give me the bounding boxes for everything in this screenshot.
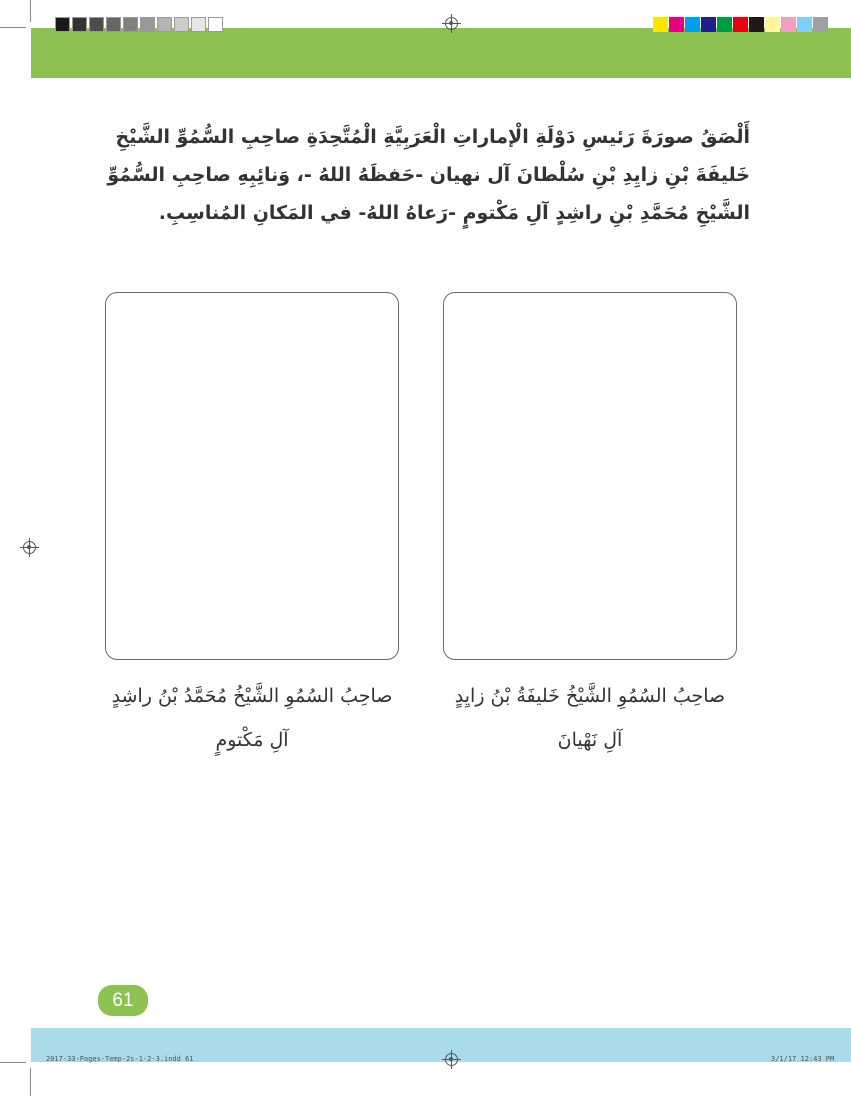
crop-mark — [0, 1062, 26, 1063]
color-swatch — [701, 17, 716, 32]
caption-khalifa — [430, 674, 750, 762]
crop-mark — [30, 1068, 31, 1096]
registration-mark-icon — [445, 17, 458, 30]
registration-mark-icon — [23, 541, 36, 554]
color-swatch — [797, 17, 812, 32]
caption-line: آلِ نَهْيانَ — [557, 729, 623, 751]
color-swatch — [749, 17, 764, 32]
color-calibration-strip — [653, 17, 829, 32]
crop-mark — [0, 27, 26, 28]
page-number: 61 — [98, 985, 148, 1016]
gray-swatch — [140, 17, 155, 32]
color-swatch — [653, 17, 668, 32]
grayscale-calibration-strip — [55, 17, 225, 32]
header-band — [31, 28, 851, 78]
caption-line: آلِ مَكْتومٍ — [215, 729, 289, 751]
photo-placeholder-khalifa[interactable] — [443, 292, 737, 660]
gray-swatch — [123, 17, 138, 32]
color-swatch — [717, 17, 732, 32]
gray-swatch — [208, 17, 223, 32]
gray-swatch — [106, 17, 121, 32]
gray-swatch — [89, 17, 104, 32]
color-swatch — [781, 17, 796, 32]
gray-swatch — [174, 17, 189, 32]
color-swatch — [765, 17, 780, 32]
caption-line: صاحِبُ السُمُوِ الشَّيْخُ مُحَمَّدُ بْنُ راشِدٍ — [111, 685, 393, 707]
slug-file-info: 2017-33-Pages-Temp-2s-1-2-3.indd 61 — [46, 1055, 194, 1063]
color-swatch — [685, 17, 700, 32]
registration-mark-icon — [445, 1053, 458, 1066]
instruction-text: أَلْصَقُ صورَةَ رَئيسِ دَوْلَةِ الْإماراتِ الْعَرَبِيَّةِ الْمُتَّحِدَةِ صاحِبِ السُّمُوِّ الشَّيْخِ خَليفَةَ بْنِ زايِدِ بْنِ سُلْطانَ آل نهيان -حَفظَهُ اللهُ -، وَنائِبِهِ صاحِبِ السُّمُوِّ الشَّيْخِ مُحَمَّدِ بْنِ راشِدٍ آلِ مَكْتومٍ -رَعاهُ اللهُ- في المَكانِ المُناسِبِ. — [107, 126, 750, 224]
crop-mark — [30, 0, 31, 22]
photo-placeholder-mohammed[interactable] — [105, 292, 399, 660]
slug-date: 3/1/17 12:43 PM — [771, 1055, 835, 1063]
caption-line: صاحِبُ السُمُوِ الشَّيْخُ خَليفَةُ بْنُ زايِدٍ — [454, 685, 726, 707]
gray-swatch — [72, 17, 87, 32]
color-swatch — [669, 17, 684, 32]
gray-swatch — [55, 17, 70, 32]
gray-swatch — [191, 17, 206, 32]
color-swatch — [733, 17, 748, 32]
gray-swatch — [157, 17, 172, 32]
caption-mohammed — [92, 674, 412, 762]
color-swatch — [813, 17, 828, 32]
